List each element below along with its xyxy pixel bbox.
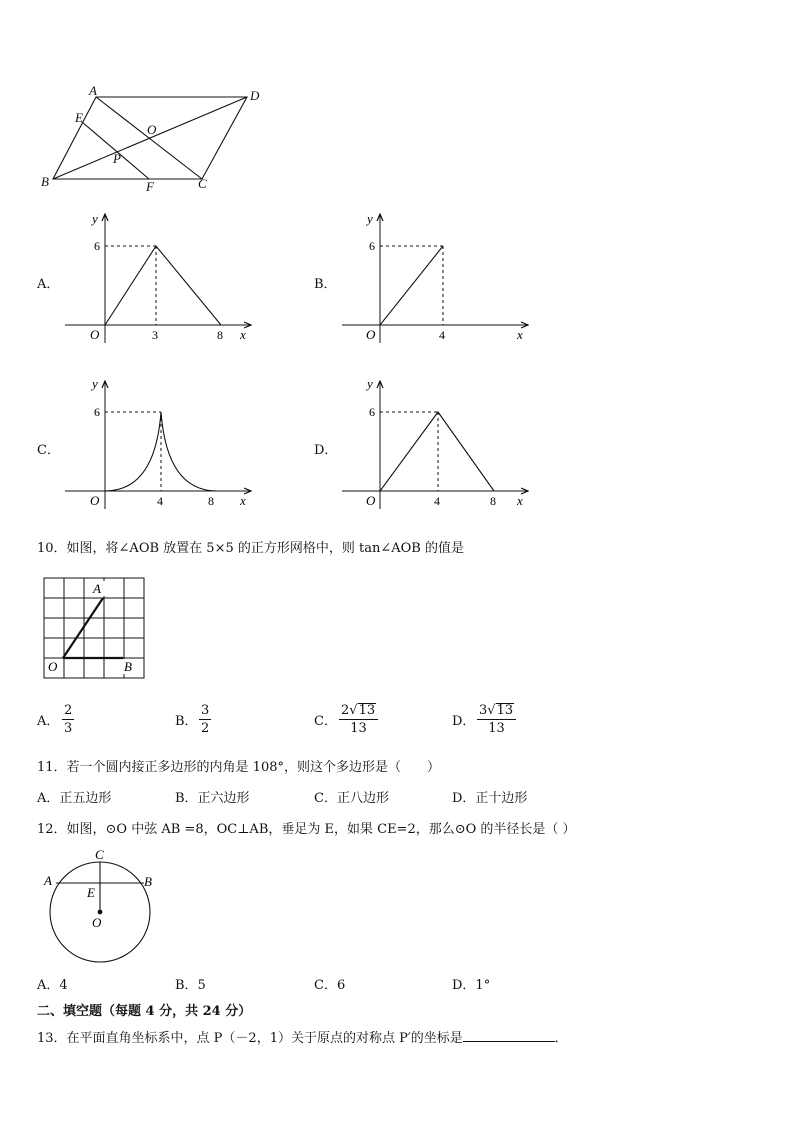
question-13-end: ． — [554, 1031, 568, 1046]
q11-option-D: D．正十边形 — [452, 791, 528, 806]
circle-label-E: E — [87, 885, 95, 900]
answer-blank — [463, 1029, 555, 1042]
fraction-denominator: 13 — [488, 721, 505, 736]
question-10-text: 10．如图，将∠AOB 放置在 5×5 的正方形网格中，则 tan∠AOB 的值是 — [37, 541, 464, 556]
question-13 — [37, 1029, 568, 1048]
graph-option-B-letter: B． — [314, 277, 337, 292]
circle-figure — [40, 845, 165, 967]
x-tick-label: 4 — [434, 494, 440, 508]
fraction-numerator — [339, 703, 378, 720]
y-axis-label: y — [92, 211, 98, 226]
q12-option-D: D．1° — [452, 978, 491, 993]
x-axis-label: x — [240, 327, 246, 342]
section-heading: 二、填空题（每题 4 分，共 24 分） — [37, 1004, 252, 1019]
fraction-denominator: 13 — [350, 721, 367, 736]
question-12-text: 12．如图，⊙O 中弦 AB =8，OC⊥AB，垂足为 E，如果 CE=2，那么⊙O 的半径长是（ ） — [37, 822, 576, 837]
label-A: A — [89, 83, 97, 98]
fraction-denominator: 2 — [201, 721, 210, 736]
sqrt-icon: √ — [487, 703, 496, 718]
graph-option-C — [60, 372, 260, 512]
fraction-numerator — [477, 703, 516, 720]
origin-label: O — [366, 327, 376, 342]
graph-option-C-letter: C． — [37, 443, 60, 458]
origin-label: O — [90, 327, 100, 342]
label-D: D — [250, 88, 260, 103]
origin-label: O — [366, 493, 376, 508]
question-13-text: 13．在平面直角坐标系中，点 P（－2，1）关于原点的对称点 P′的坐标是 — [37, 1031, 463, 1046]
grid-label-A: A — [93, 581, 101, 596]
circle-label-C: C — [95, 847, 104, 862]
x-tick-label: 8 — [490, 494, 496, 508]
graph-option-D-letter: D． — [314, 443, 338, 458]
q11-option-A: A．正五边形 — [37, 791, 112, 806]
label-O: O — [147, 122, 157, 137]
x-tick-label: 3 — [152, 328, 158, 342]
q10-option-C-letter: C． — [314, 714, 337, 729]
coefficient: 3 — [479, 703, 488, 718]
grid-figure — [40, 575, 150, 679]
x-tick-label: 4 — [157, 494, 163, 508]
question-11-text: 11．若一个圆内接正多边形的内角是 108°，则这个多边形是（ ） — [37, 760, 440, 775]
y-tick-label: 6 — [369, 239, 375, 253]
graph-option-D — [337, 372, 537, 512]
q12-option-B: B．5 — [175, 978, 206, 993]
q10-option-B-fraction — [199, 703, 211, 737]
x-tick-label: 8 — [208, 494, 214, 508]
graph-option-A-letter: A． — [37, 277, 60, 292]
label-E: E — [75, 110, 83, 125]
circle-label-A: A — [44, 873, 52, 888]
y-axis-label: y — [367, 211, 373, 226]
q12-option-A: A．4 — [37, 978, 68, 993]
fraction-denominator: 3 — [64, 721, 73, 736]
y-axis-label: y — [92, 376, 98, 391]
q12-option-C: C．6 — [314, 978, 346, 993]
graph-option-A — [60, 205, 260, 345]
x-axis-label: x — [517, 493, 523, 508]
graph-option-B — [337, 205, 537, 345]
fraction-numerator: 3 — [201, 703, 210, 718]
q10-option-A-fraction — [62, 703, 74, 737]
q10-option-C-fraction — [339, 703, 378, 737]
x-axis-label: x — [240, 493, 246, 508]
q10-option-B-letter: B． — [175, 714, 198, 729]
q11-option-C: C．正八边形 — [314, 791, 389, 806]
radicand: 13 — [358, 703, 376, 718]
sqrt-icon: √ — [349, 703, 358, 718]
q10-option-D-fraction — [477, 703, 516, 737]
x-axis-label: x — [517, 327, 523, 342]
circle-label-B: B — [144, 874, 152, 889]
label-B: B — [41, 174, 49, 189]
y-axis-label: y — [367, 376, 373, 391]
y-tick-label: 6 — [94, 239, 100, 253]
circle-label-O: O — [92, 915, 102, 930]
label-F: F — [146, 179, 154, 194]
label-P: P — [113, 151, 121, 166]
label-C: C — [198, 176, 207, 191]
coefficient: 2 — [341, 703, 350, 718]
q11-option-B: B．正六边形 — [175, 791, 250, 806]
grid-label-B: B — [124, 659, 132, 674]
radicand: 13 — [496, 703, 514, 718]
q10-option-A-letter: A． — [37, 714, 60, 729]
grid-label-O: O — [48, 659, 58, 674]
x-tick-label: 8 — [217, 328, 223, 342]
q10-option-D-letter: D． — [452, 714, 476, 729]
origin-label: O — [90, 493, 100, 508]
y-tick-label: 6 — [369, 405, 375, 419]
x-tick-label: 4 — [439, 328, 445, 342]
parallelogram-figure — [30, 80, 270, 195]
fraction-numerator: 2 — [64, 703, 73, 718]
y-tick-label: 6 — [94, 405, 100, 419]
